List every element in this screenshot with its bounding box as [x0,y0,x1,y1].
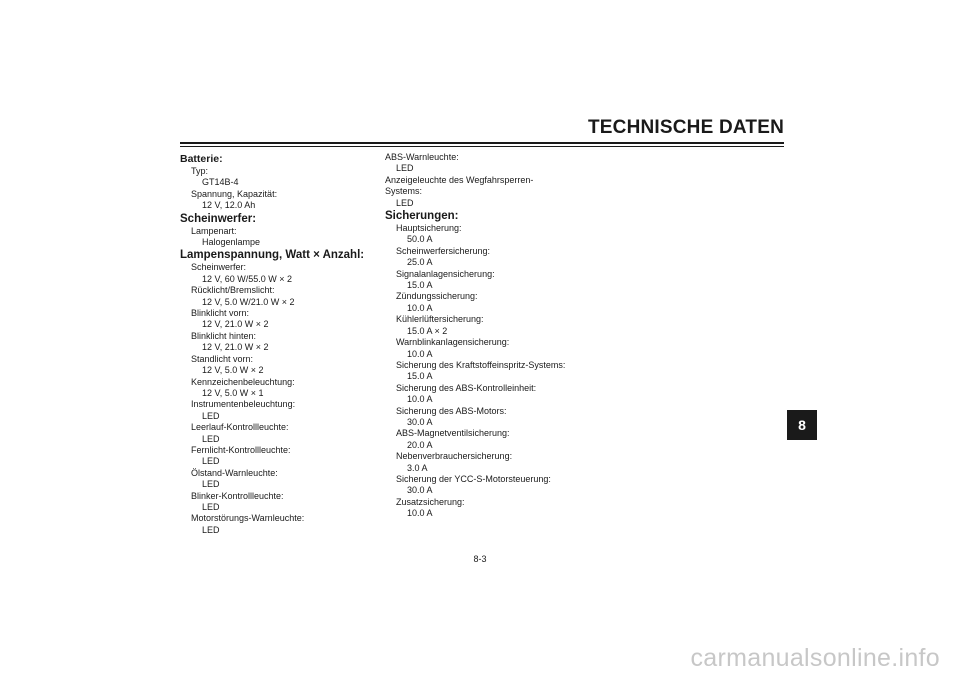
spec-value: 25.0 A [407,257,433,268]
spec-value: 12 V, 60 W/55.0 W × 2 [202,273,292,284]
spec-value: 15.0 A × 2 [407,325,448,336]
spec-label: Ölstand-Warnleuchte: [191,467,278,478]
spec-value: 10.0 A [407,302,433,313]
spec-label: Blinklicht hinten: [191,330,257,341]
spec-value: 20.0 A [407,439,433,450]
spec-value: 10.0 A [407,394,433,405]
spec-value: LED [396,197,414,208]
spec-label: Signalanlagensicherung: [396,268,495,279]
page-number: 8-3 [473,554,487,564]
spec-label: Scheinwerfer: [191,262,247,273]
spec-value: GT14B-4 [202,177,239,188]
spec-value: LED [202,479,220,490]
spec-label: Leerlauf-Kontrollleuchte: [191,422,289,433]
spec-label: Blinklicht vorn: [191,308,250,319]
spec-label: Zündungssicherung: [396,291,478,302]
spec-label: Motorstörungs-Warnleuchte: [191,513,305,524]
section-heading-headlight: Scheinwerfer: [180,212,257,225]
spec-value: 30.0 A [407,485,433,496]
spec-value: 12 V, 21.0 W × 2 [202,342,269,353]
spec-value: LED [202,501,220,512]
spec-label: Sicherung des ABS-Kontrolleinheit: [396,382,537,393]
spec-value: 3.0 A [407,462,428,473]
spec-label: ABS-Magnetventilsicherung: [396,428,510,439]
spec-label: Anzeigeleuchte des Wegfahrsperren- [385,174,534,185]
spec-value: LED [202,456,220,467]
spec-label: Nebenverbrauchersicherung: [396,451,513,462]
spec-value: 12 V, 21.0 W × 2 [202,319,269,330]
section-heading-bulbs: Lampenspannung, Watt × Anzahl: [180,249,365,262]
spec-value: 12 V, 12.0 Ah [202,200,256,211]
spec-value: 12 V, 5.0 W × 1 [202,387,264,398]
spec-value: 30.0 A [407,416,433,427]
watermark: carmanualsonline.info [690,644,940,672]
spec-value: LED [202,410,220,421]
spec-label: Sicherung des Kraftstoffeinspritz-Systems: [396,359,566,370]
page-title: TECHNISCHE DATEN [587,117,784,138]
spec-value: Halogenlampe [202,237,261,248]
spec-value: 15.0 A [407,371,433,382]
chapter-tab: 8 [787,410,817,440]
spec-label: Instrumentenbeleuchtung: [191,399,296,410]
spec-label: Typ: [191,166,209,176]
section-heading-fuses: Sicherungen: [385,210,459,223]
spec-value: 15.0 A [407,280,433,291]
spec-label: Lampenart: [191,225,237,236]
spec-label: Sicherung des ABS-Motors: [396,405,507,416]
right-column [385,152,585,520]
spec-label: Scheinwerfersicherung: [396,245,491,256]
spec-value: LED [202,433,220,444]
spec-value: 10.0 A [407,348,433,359]
section-heading-battery: Batterie: [180,153,223,165]
left-column [180,152,380,536]
spec-label: Hauptsicherung: [396,223,462,234]
spec-label: Systems: [385,186,423,197]
spec-value: 10.0 A [407,508,433,519]
spec-value: 12 V, 5.0 W × 2 [202,365,264,376]
spec-value: LED [396,163,414,174]
header-rule-thick [180,142,784,144]
spec-label: Standlicht vorn: [191,353,254,364]
spec-label: Blinker-Kontrollleuchte: [191,490,284,501]
spec-label: Zusatzsicherung: [396,496,465,507]
spec-value: LED [202,524,220,535]
spec-label: Kühlerlüftersicherung: [396,314,484,325]
spec-label: Fernlicht-Kontrollleuchte: [191,444,291,455]
spec-label: Spannung, Kapazität: [191,188,278,199]
spec-value: 50.0 A [407,234,433,245]
spec-label: Kennzeichenbeleuchtung: [191,376,295,387]
header-rule-thin [180,146,784,147]
spec-label: Sicherung der YCC-S-Motorsteuerung: [396,473,551,484]
spec-value: 12 V, 5.0 W/21.0 W × 2 [202,296,295,307]
spec-label: Rücklicht/Bremslicht: [191,285,275,296]
spec-label: Warnblinkanlagensicherung: [396,337,510,348]
spec-label: ABS-Warnleuchte: [385,152,459,162]
